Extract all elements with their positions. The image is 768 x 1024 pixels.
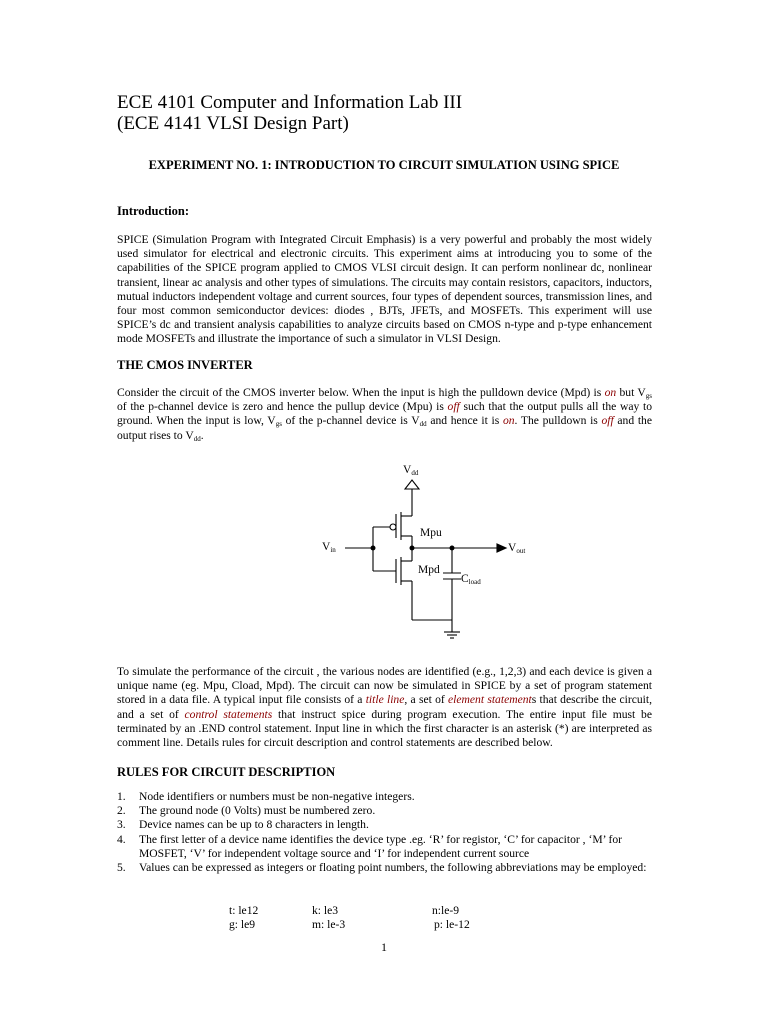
vdd-supply-symbol xyxy=(405,480,419,489)
list-item: 3. Device names can be up to 8 characters in length. xyxy=(117,818,369,832)
experiment-title: EXPERIMENT NO. 1: INTRODUCTION TO CIRCUIT SIMULATION USING SPICE xyxy=(148,158,620,172)
input-junction-dot xyxy=(371,546,376,551)
output-junction-dot xyxy=(410,546,415,551)
vin-label: Vin xyxy=(322,541,336,554)
mpu-gate-bubble xyxy=(390,524,396,530)
page-number: 1 xyxy=(381,940,387,954)
cmos-paragraph: Consider the circuit of the CMOS inverter below. When the input is high the pulldown device (Mpd) is on but $V_{gs}$ of the p-channel device is zero and hence the pullup device (Mpu) is off such that the output pulls all the way to ground. When the input is low, $V_{gs}$ of the p-channel device is $V_{dd}$ and hence it is on. The pulldown is off and the output rises to $V_{dd}$. xyxy=(117,386,652,443)
abbr-n: n:le-9 xyxy=(432,904,460,917)
intro-heading: Introduction: xyxy=(117,204,190,218)
vout-label: Vout xyxy=(508,542,526,555)
list-item: 4. The first letter of a device name identifies the device type .eg. ‘R’ for registor, ‘C’ for capacitor , ‘M’ for MOSFET, ‘V’ for independent voltage source and ‘I’ for independent current source xyxy=(117,832,623,860)
vdd-label: Vdd xyxy=(403,464,419,477)
rules-list xyxy=(117,790,652,875)
abbr-t: t: le12 xyxy=(229,904,259,917)
abbr-p: p: le-12 xyxy=(434,918,470,931)
list-item: 1. Node identifiers or numbers must be non-negative integers. xyxy=(117,790,415,803)
abbr-m: m: le-3 xyxy=(312,918,346,931)
list-item: 5. Values can be expressed as integers or floating point numbers, the following abbreviations may be employed: xyxy=(117,861,647,875)
intro-paragraph: SPICE (Simulation Program with Integrated Circuit Emphasis) is a very powerful and probably the most widely used simulator for electrical and electronic circuits. This experiment aims at introducing you to some of the capabilities of the SPICE program applied to CMOS VLSI circuit design. It can perform nonlinear dc, nonlinear transient, linear ac analysis and other types of simulations. The circuits may contain resistors, capacitors, inductors, mutual inductors independent voltage and current sources, four types of dependent sources, transmission lines, and four most common semiconductor devices: diodes , BJTs, JFETs, and MOSFETs. This experiment will use SPICE’s dc and transient analysis capabilities to analyze circuits based on CMOS n-type and p-type enhancement mode MOSFETs and illustrate the importance of such a simulator in VLSI Design. xyxy=(117,233,652,346)
mpd-label: Mpd xyxy=(418,564,440,576)
cload-junction-dot xyxy=(450,546,455,551)
course-subtitle: (ECE 4141 VLSI Design Part) xyxy=(117,113,349,134)
cload-label: Cload xyxy=(461,573,481,586)
list-item: 2. The ground node (0 Volts) must be numbered zero. xyxy=(117,804,376,818)
simulation-paragraph: To simulate the performance of the circuit , the various nodes are identified (e.g., 1,2,3) and each device is given a unique name (eg. Mpu, Cload, Mpd). The circuit can now be simulated in SPICE by a set of program statement stored in a data file. A typical input file consists of a title line, a set of element statements that describe the circuit, and a set of control statements that instruct spice during program execution. The entire input file must be terminated by an .END control statement. Input line in which the first character is an asterisk (*) are interpreted as comment line. Details rules for circuit description and control statements are described below. xyxy=(117,665,652,750)
abbr-k: k: le3 xyxy=(312,904,339,917)
rules-heading: RULES FOR CIRCUIT DESCRIPTION xyxy=(117,765,336,779)
abbr-g: g: le9 xyxy=(229,918,256,931)
cmos-heading: THE CMOS INVERTER xyxy=(117,358,253,372)
output-arrowhead xyxy=(497,544,506,552)
mpu-label: Mpu xyxy=(420,527,442,539)
course-title: ECE 4101 Computer and Information Lab III xyxy=(117,92,463,113)
